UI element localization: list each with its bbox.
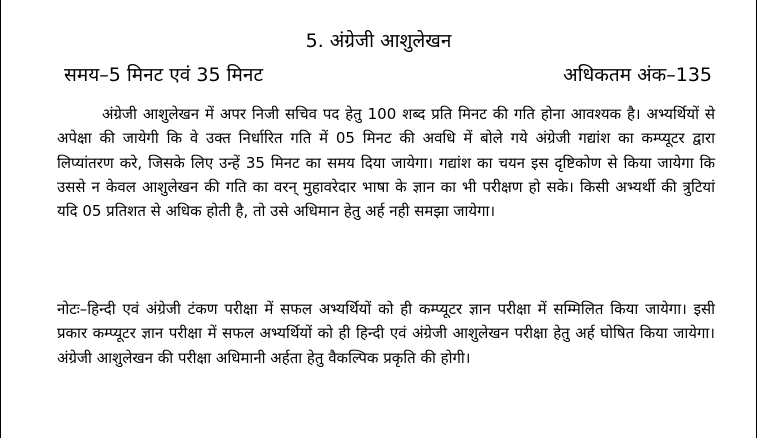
section-title: 5. अंग्रेजी आशुलेखन	[305, 30, 452, 52]
description-paragraph: अंग्रेजी आशुलेखन में अपर निजी सचिव पद हेतु 100 शब्द प्रति मिनट की गति होना आवश्यक है। अभ्यर्थियों से अपेक्षा की जायेगी कि वे उक्त निर्धारित गति में 05 मिनट की अवधि में बोले गये अंग्रेजी गद्यांश का कम्प्यूटर द्वारा लिप्यांतरण करे, जिसके लिए उन्हें 35 मिनट का समय दिया जायेगा। गद्यांश का चयन इस दृष्टिकोण से किया जायेगा कि उससे न केवल आशुलेखन की गति का वरन् मुहावरेदार भाषा के ज्ञान का भी परीक्षण हो सके। किसी अभ्यर्थी की त्रुटियां यदि 05 प्रतिशत से अधिक होती है, तो उसे अधिमान हेतु अर्ह नही समझा जायेगा।	[57, 105, 715, 221]
max-marks: अधिकतम अंक–135	[563, 64, 712, 86]
note-paragraph: नोटः–हिन्दी एवं अंग्रेजी टंकण परीक्षा में सफल अभ्यर्थियों को ही कम्प्यूटर ज्ञान परीक्षा में सम्मिलित किया जायेगा। इसी प्रकार कम्प्यूटर ज्ञान परीक्षा में सफल अभ्यर्थियों को ही हिन्दी एवं अंग्रेजी आशुलेखन परीक्षा हेतु अर्ह घोषित किया जायेगा। अंग्रेजी आशुलेखन की परीक्षा अधिमानी अर्हता हेतु वैकल्पिक प्रकृति की होगी।	[57, 300, 715, 367]
time-allotted: समय–5 मिनट एवं 35 मिनट	[64, 64, 264, 86]
